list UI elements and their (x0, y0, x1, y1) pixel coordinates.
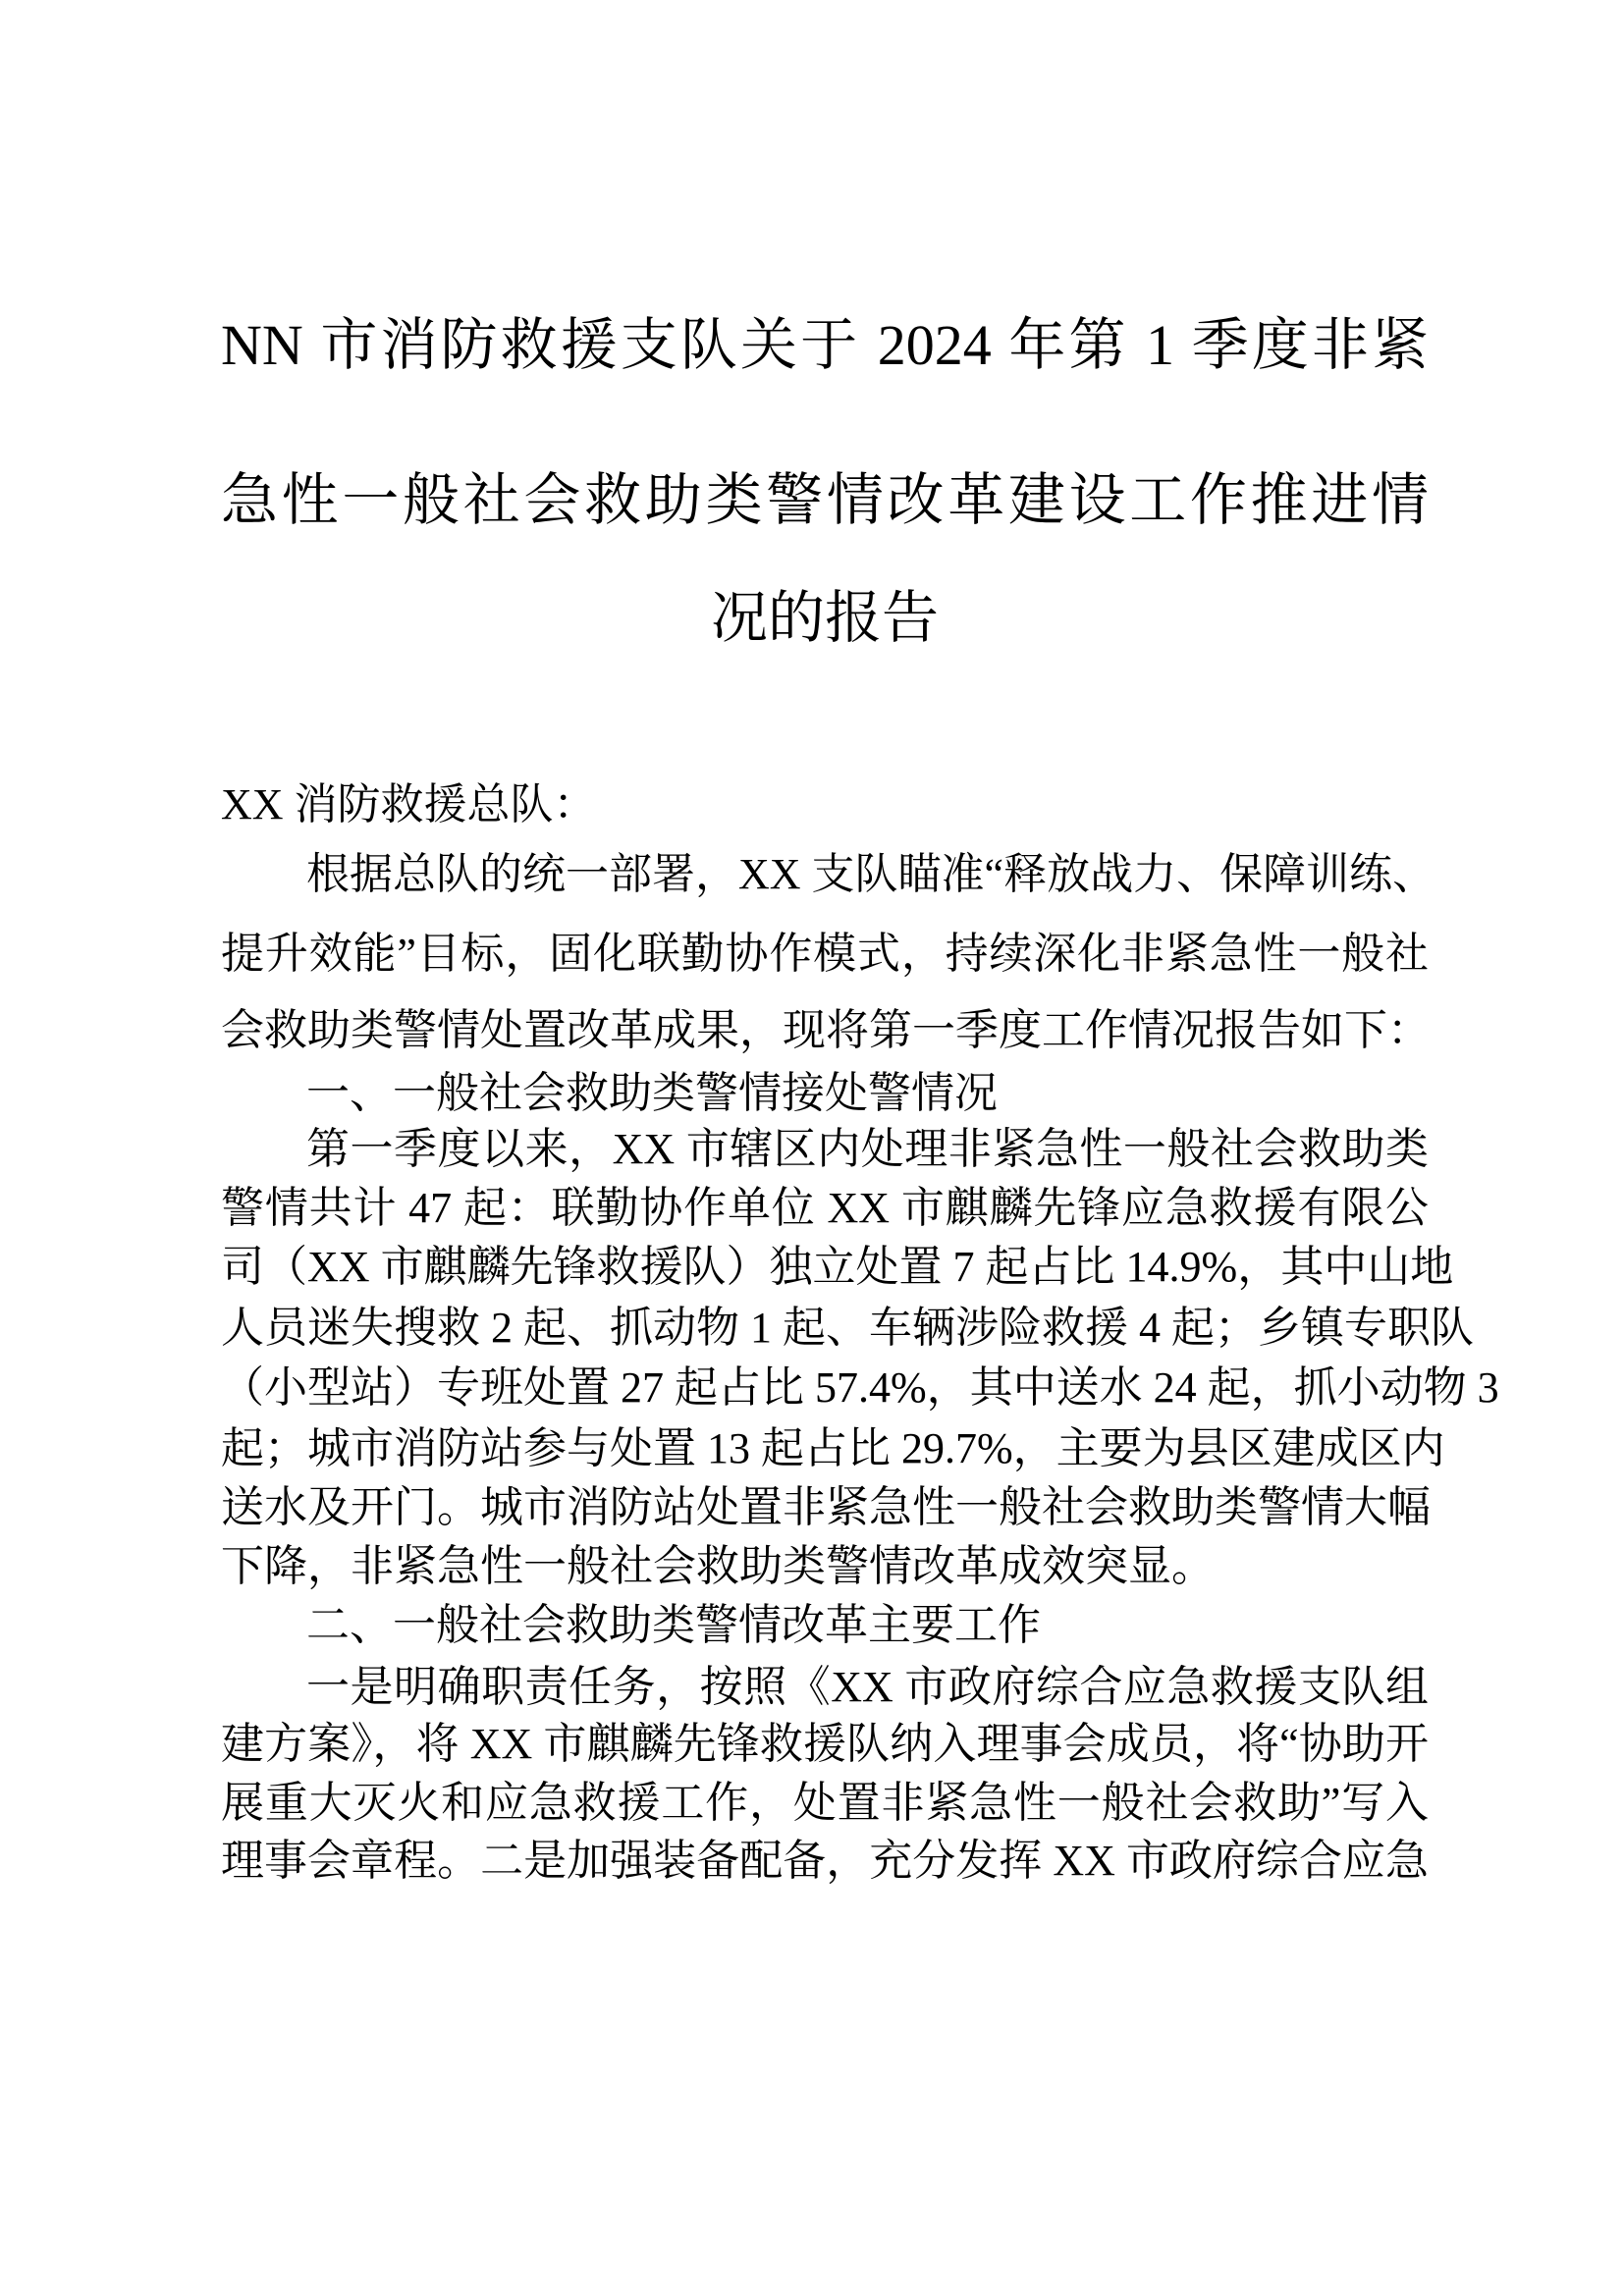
report-title-line-2: 急性一般社会救助类警情改革建设工作推进情 (221, 468, 1429, 532)
body-line: （小型站）专班处置 27 起占比 57.4%，其中送水 24 起，抓小动物 3 (221, 1363, 1499, 1412)
body-line: 起；城市消防站参与处置 13 起占比 29.7%，主要为县区建成区内 (221, 1424, 1445, 1472)
report-title-line-1: NN 市消防救援支队关于 2024 年第 1 季度非紧 (221, 313, 1429, 377)
body-line: 人员迷失搜救 2 起、抓动物 1 起、车辆涉险救援 4 起；乡镇专职队 (221, 1304, 1474, 1352)
body-line: 司（XX 市麒麟先锋救援队）独立处置 7 起占比 14.9%，其中山地 (221, 1243, 1454, 1291)
body-line: 提升效能”目标，固化联勤协作模式，持续深化非紧急性一般社 (221, 930, 1429, 978)
salutation: XX 消防救援总队： (221, 780, 597, 828)
section-heading-2: 二、一般社会救助类警情改革主要工作 (306, 1601, 1041, 1649)
body-line: 警情共计 47 起：联勤协作单位 XX 市麒麟先锋应急救援有限公 (221, 1184, 1429, 1232)
section-heading-1: 一、一般社会救助类警情接处警情况 (306, 1069, 998, 1117)
body-line: 根据总队的统一部署，XX 支队瞄准“释放战力、保障训练、 (306, 850, 1436, 898)
body-line: 建方案》，将 XX 市麒麟先锋救援队纳入理事会成员，将“协助开 (221, 1720, 1429, 1768)
body-line: 理事会章程。二是加强装备配备，充分发挥 XX 市政府综合应急 (221, 1837, 1429, 1885)
body-line: 一是明确职责任务，按照《XX 市政府综合应急救援支队组 (306, 1663, 1429, 1711)
body-line: 展重大灭火和应急救援工作，处置非紧急性一般社会救助”写入 (221, 1779, 1429, 1827)
body-line: 会救助类警情处置改革成果，现将第一季度工作情况报告如下： (221, 1006, 1431, 1054)
report-title-line-3: 况的报告 (710, 586, 939, 650)
body-line: 送水及开门。城市消防站处置非紧急性一般社会救助类警情大幅 (221, 1483, 1431, 1531)
body-line: 下降，非紧急性一般社会救助类警情改革成效突显。 (221, 1542, 1215, 1590)
body-line: 第一季度以来，XX 市辖区内处理非紧急性一般社会救助类 (306, 1125, 1429, 1173)
